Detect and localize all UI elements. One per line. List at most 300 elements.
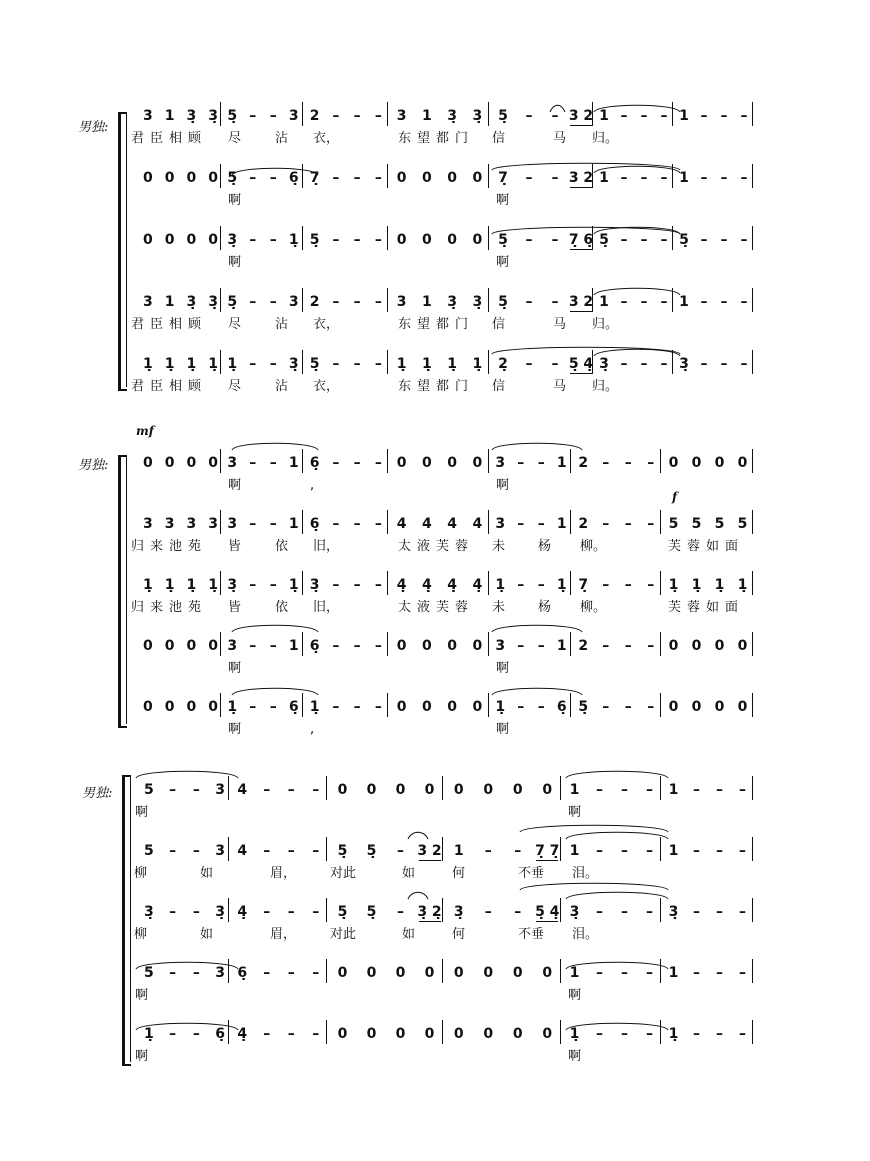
jianpu-note: – [537,455,545,471]
jianpu-note: 0 [453,965,464,981]
lyric-text: 归来池苑 [131,539,208,554]
lyric-text: 啊 [496,193,510,208]
jianpu-note: – [484,843,492,859]
lyric-text: 柳。 [580,539,607,554]
jianpu-note: 0 [542,782,553,798]
jianpu-note: 0 [691,699,702,715]
jianpu-note: 0 [542,965,553,981]
jianpu-note: 3̣ [453,904,464,920]
lyric-text: 君臣相顾 [131,131,208,146]
jianpu-note: – [517,699,525,715]
jianpu-note: – [602,455,610,471]
jianpu-note: – [269,294,277,310]
barline [326,776,327,800]
jianpu-note: 0 [208,232,218,248]
lyric-text: 啊 [496,722,510,737]
jianpu-note: 3 [495,516,506,532]
jianpu-note: 3 [396,108,407,124]
lyric-text: 未 [492,539,506,554]
slur [594,349,680,356]
jianpu-note: – [647,577,655,593]
lyric-text: 啊 [496,661,510,676]
jianpu-note: 3 [143,516,153,532]
jianpu-note: 3̣ [288,356,299,372]
lyric-text: 沾 [275,131,289,146]
jianpu-note: – [716,843,723,859]
jianpu-note: 5̣ [227,170,238,186]
jianpu-note: – [263,1026,271,1042]
lyric-text: 芙蓉如面 [668,539,745,554]
jianpu-note: – [647,455,655,471]
lyric-text: 马 [553,131,567,146]
jianpu-note: 0 [447,232,457,248]
jianpu-note: – [660,356,668,372]
jianpu-note: 3̣ [144,904,154,920]
jianpu-note: – [169,843,177,859]
jianpu-note: – [332,232,340,248]
slur [492,688,582,695]
jianpu-note: 0 [512,965,523,981]
jianpu-note: 6̣ [556,699,567,715]
jianpu-note: 0 [422,232,432,248]
lyric-text: 啊 [568,805,582,820]
lyric-text: 太液芙蓉 [398,600,475,615]
jianpu-note: 0 [472,699,483,715]
jianpu-note: – [720,232,728,248]
jianpu-note: 6̣ [309,516,320,532]
jianpu-note: – [693,782,700,798]
barline [488,288,489,312]
dynamic-f: f [672,490,678,504]
barline [488,571,489,595]
lyric-text: 啊 [135,1049,149,1064]
slur [232,443,318,450]
barline [660,898,661,922]
jianpu-note: 5̣ [599,232,609,248]
jianpu-note: – [621,843,628,859]
jianpu-note: – [660,294,668,310]
jianpu-note: 6̣ [309,638,320,654]
jianpu-note: – [374,699,382,715]
jianpu-note: 4 [237,843,248,859]
jianpu-note: 4 [396,516,407,532]
jianpu-note: 1 [679,170,689,186]
lyric-text: 马 [553,379,567,394]
jianpu-note: 1 [422,108,432,124]
jianpu-note: – [693,904,700,920]
jianpu-note: – [537,516,545,532]
jianpu-note: – [312,1026,320,1042]
jianpu-note: 1 [668,965,679,981]
lyric-text: 归。 [592,131,619,146]
jianpu-note: 4 [447,516,457,532]
slur [492,443,582,450]
jianpu-note: – [716,965,723,981]
jianpu-note: 5 [144,782,154,798]
lyric-text: 信 [492,131,506,146]
lyric-text: 眉， [270,866,297,881]
jianpu-note: – [332,699,340,715]
jianpu-note: 0 [424,1026,435,1042]
lyric-text: 柳 [134,866,148,881]
jianpu-note: 5̣ [227,108,238,124]
jianpu-note: – [287,965,295,981]
jianpu-note: – [332,108,340,124]
jianpu-note: 3̣ [569,904,580,920]
jianpu-note: 5̣ [337,843,348,859]
lyric-text: 未 [492,600,506,615]
jianpu-note: 3 [227,455,238,471]
jianpu-note: 1̣ [569,1026,580,1042]
jianpu-note: 3 [143,108,153,124]
jianpu-note: – [620,108,628,124]
slur [520,825,668,832]
jianpu-note: – [312,904,320,920]
jianpu-note: 0 [366,1026,377,1042]
lyric-text: 柳。 [580,600,607,615]
jianpu-note: – [551,170,559,186]
lyric-text: 啊 [228,722,242,737]
jianpu-note: 3 2 [568,108,594,124]
jianpu-note: 1̣ [208,577,218,593]
jianpu-note: – [332,170,340,186]
jianpu-note: 1̣ [668,577,679,593]
barline [488,164,489,188]
jianpu-note: 0 [396,232,407,248]
jianpu-note: – [620,356,628,372]
lyric-text: 杨 [538,600,552,615]
slur [566,771,668,778]
jianpu-note: 3̣ [227,577,238,593]
lyric-text: 如 [402,927,416,942]
jianpu-note: – [720,356,728,372]
system-bracket-inner [126,112,127,387]
jianpu-note: 1̣ [396,356,407,372]
jianpu-note: 3 [208,516,218,532]
jianpu-note: – [716,1026,723,1042]
jianpu-note: 0 [483,782,494,798]
jianpu-note: 6̣ [237,965,248,981]
jianpu-note: – [353,638,361,654]
jianpu-note: – [640,170,648,186]
jianpu-note: – [374,170,382,186]
jianpu-note: – [739,782,746,798]
jianpu-note: 3 [215,782,225,798]
jianpu-note: – [249,356,257,372]
jianpu-note: 3 2 [417,843,442,859]
jianpu-note: 0 [447,638,457,654]
jianpu-note: 3 [227,638,238,654]
jianpu-note: 1 [556,638,567,654]
barline [326,959,327,983]
lyric-text: 尽 [228,131,242,146]
jianpu-note: – [739,843,746,859]
jianpu-note: – [537,638,545,654]
jianpu-note: – [263,965,271,981]
jianpu-note: 1̣ [495,699,506,715]
lyric-text: 啊 [228,255,242,270]
jianpu-note: 2 [578,638,589,654]
jianpu-note: 0 [472,232,483,248]
lyric-text: 信 [492,317,506,332]
lyric-text: 啊 [228,478,242,493]
jianpu-note: – [514,843,522,859]
lyric-text: 何 [452,927,466,942]
jianpu-note: 0 [143,232,153,248]
lyric-text: 马 [553,317,567,332]
jianpu-note: – [484,904,492,920]
lyric-text: 旧， [313,539,340,554]
jianpu-note: – [312,843,320,859]
jianpu-note: – [353,170,361,186]
jianpu-note: – [551,108,559,124]
jianpu-note: 3 [288,294,299,310]
jianpu-note: – [287,843,295,859]
lyric-text: 归。 [592,317,619,332]
system-bracket-inner [130,775,131,1062]
jianpu-note: – [620,232,628,248]
jianpu-note: – [269,638,277,654]
jianpu-note: – [551,294,559,310]
jianpu-note: 1̣ [288,577,299,593]
slur [136,771,238,778]
lyric-text: 不垂 [518,927,545,942]
jianpu-note: – [374,356,382,372]
jianpu-note: 1 [569,965,580,981]
jianpu-note: 3̣ [472,108,483,124]
jianpu-note: 0 [143,699,153,715]
lyric-text: 如 [402,866,416,881]
jianpu-note: 0 [337,1026,348,1042]
jianpu-note: – [693,1026,700,1042]
lyric-text: 啊 [228,193,242,208]
lyric-text: 对此 [330,927,357,942]
lyric-text: 啊 [496,478,510,493]
jianpu-note: – [720,108,728,124]
solo-label: 男独: [82,786,113,801]
jianpu-note: 0 [396,699,407,715]
jianpu-note: – [263,782,271,798]
barline [660,1020,661,1044]
slur [408,892,428,899]
jianpu-note: – [740,356,748,372]
jianpu-note: – [740,294,748,310]
solo-label: 男独: [78,120,109,135]
jianpu-note: – [739,965,746,981]
jianpu-note: 3 [495,638,506,654]
jianpu-note: – [332,455,340,471]
jianpu-note: 3 [288,108,299,124]
jianpu-note: 0 [691,638,702,654]
lyric-text: 柳 [134,927,148,942]
jianpu-note: – [551,232,559,248]
jianpu-note: 3 2 [568,170,594,186]
jianpu-note: – [249,232,257,248]
beam-underline [419,860,441,861]
barline [326,898,327,922]
jianpu-note: – [621,904,628,920]
barline [442,959,443,983]
jianpu-note: – [624,699,632,715]
jianpu-note: 0 [472,455,483,471]
jianpu-note: 7̣ [578,577,589,593]
jianpu-note: – [374,108,382,124]
jianpu-note: 0 [472,170,483,186]
lyric-text: 君臣相顾 [131,317,208,332]
jianpu-note: – [397,843,404,859]
jianpu-note: 3̣ 2̣ [417,904,442,920]
jianpu-note: 0 [714,455,725,471]
slur [566,892,668,899]
jianpu-note: – [332,356,340,372]
jianpu-note: 0 [143,455,153,471]
jianpu-note: – [249,455,257,471]
slur [566,832,668,839]
jianpu-note: 7̣ 6̣ [568,232,594,248]
barline [488,102,489,126]
jianpu-note: 1̣ [288,232,299,248]
jianpu-note: – [596,965,603,981]
lyric-text: 归来池苑 [131,600,208,615]
jianpu-note: 1 [668,782,679,798]
jianpu-note: – [517,516,525,532]
jianpu-note: 1̣ [208,356,218,372]
jianpu-note: – [269,577,277,593]
jianpu-note: 0 [424,965,435,981]
jianpu-note: 1̣ [447,356,457,372]
jianpu-note: 1 [679,108,689,124]
jianpu-note: 0 [512,782,523,798]
beam-underline [570,311,592,312]
lyric-text: 东望都门 [398,131,475,146]
jianpu-note: – [596,843,603,859]
jianpu-note: 0 [422,455,432,471]
jianpu-note: 1̣ [714,577,725,593]
jianpu-note: 3̣ [208,294,218,310]
jianpu-note: – [249,577,257,593]
barline [488,226,489,250]
jianpu-note: – [192,904,200,920]
jianpu-note: – [647,638,655,654]
jianpu-note: – [640,356,648,372]
jianpu-note: 3̣ [215,904,225,920]
jianpu-note: – [353,232,361,248]
jianpu-note: 1 [288,516,299,532]
jianpu-note: 0 [447,699,457,715]
jianpu-note: – [647,516,655,532]
jianpu-note: – [720,170,728,186]
jianpu-note: 0 [668,699,679,715]
jianpu-note: 1̣ [556,577,567,593]
jianpu-note: – [169,1026,177,1042]
jianpu-note: 0 [714,638,725,654]
jianpu-note: – [716,782,723,798]
jianpu-note: – [312,782,320,798]
jianpu-note: – [192,965,200,981]
jianpu-note: – [700,108,708,124]
jianpu-note: – [602,516,610,532]
jianpu-note: – [640,294,648,310]
jianpu-note: 2 [578,516,589,532]
jianpu-note: – [596,782,603,798]
jianpu-note: 0 [337,782,348,798]
jianpu-note: 0 [366,965,377,981]
jianpu-note: 0 [668,638,679,654]
jianpu-note: – [740,170,748,186]
jianpu-note: 5 [737,516,748,532]
lyric-text: 啊 [568,988,582,1003]
jianpu-note: 1 [288,638,299,654]
jianpu-note: – [192,782,200,798]
jianpu-note: 0 [668,455,679,471]
jianpu-note: – [353,699,361,715]
jianpu-note: – [660,108,668,124]
jianpu-note: 5̣ [498,232,508,248]
jianpu-note: – [739,1026,746,1042]
jianpu-note: – [514,904,522,920]
jianpu-note: 3 [495,455,506,471]
jianpu-note: 0 [337,965,348,981]
jianpu-note: – [263,843,271,859]
jianpu-note: 5̣ [498,108,508,124]
jianpu-note: – [620,170,628,186]
jianpu-note: 4̣ [472,577,483,593]
lyric-text: 啊 [568,1049,582,1064]
jianpu-note: – [249,170,257,186]
jianpu-note: 1 [599,108,609,124]
barline [326,837,327,861]
jianpu-note: 0 [453,1026,464,1042]
jianpu-note: 1̣ [164,356,175,372]
jianpu-note: – [353,356,361,372]
barline [488,693,489,717]
jianpu-note: 0 [143,638,153,654]
jianpu-note: 3̣ [227,232,238,248]
jianpu-note: 4̣ [237,1026,248,1042]
jianpu-note: 3̣ [668,904,679,920]
jianpu-note: 5 [668,516,679,532]
barline [326,1020,327,1044]
jianpu-note: – [621,965,628,981]
jianpu-note: – [397,904,404,920]
lyric-text: 杨 [538,539,552,554]
slur [492,625,582,632]
jianpu-note: 0 [424,782,435,798]
jianpu-note: – [249,294,257,310]
jianpu-note: – [353,455,361,471]
jianpu-note: 6̣ [309,455,320,471]
jianpu-note: 0 [447,455,457,471]
jianpu-note: 0 [186,455,197,471]
jianpu-note: 0 [395,965,406,981]
jianpu-note: 0 [737,638,748,654]
jianpu-note: 3 [215,965,225,981]
jianpu-note: – [332,638,340,654]
jianpu-note: 1 [422,294,432,310]
jianpu-note: 0 [396,455,407,471]
jianpu-note: – [332,294,340,310]
jianpu-note: 0 [542,1026,553,1042]
jianpu-note: 1̣ [144,1026,154,1042]
jianpu-note: – [287,782,295,798]
jianpu-note: 3 [227,516,238,532]
barline [488,449,489,473]
jianpu-note: 0 [395,1026,406,1042]
jianpu-note: – [700,232,708,248]
jianpu-note: – [525,294,533,310]
jianpu-note: 0 [186,170,197,186]
lyric-text: 如 [200,866,214,881]
